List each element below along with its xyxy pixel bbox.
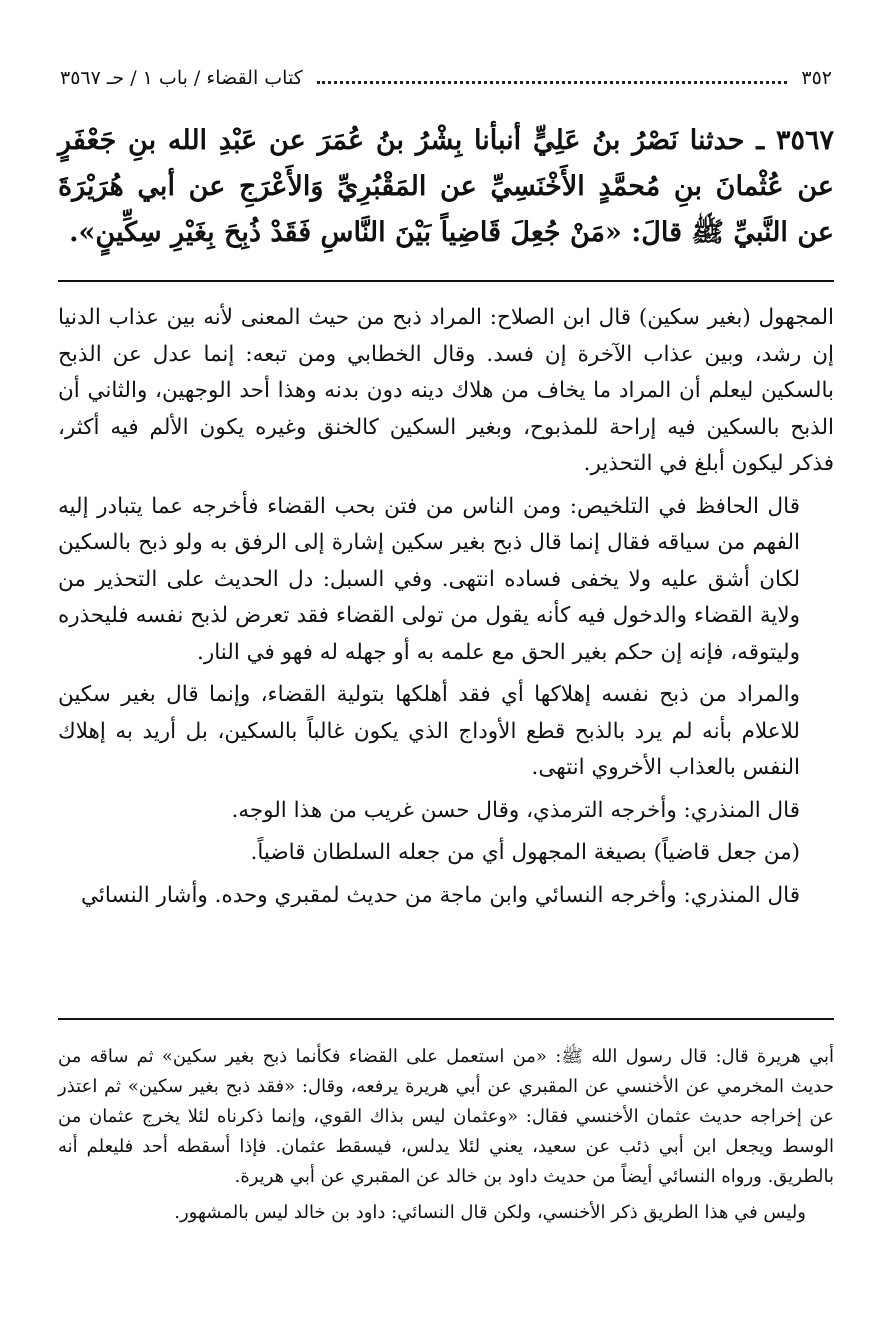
- dotted-leader: [317, 81, 788, 84]
- commentary-paragraph: قال المنذري: وأخرجه الترمذي، وقال حسن غريب من هذا الوجه.: [231, 797, 800, 823]
- running-head: [60, 62, 832, 94]
- commentary-paragraph: (من جعل قاضياً) بصيغة المجهول أي من جعله السلطان قاضياً.: [250, 840, 800, 865]
- footnote-paragraph: وليس في هذا الطريق ذكر الأخنسي، ولكن قال النسائي: داود بن خالد ليس بالمشهور.: [174, 1202, 806, 1223]
- divider-footnote: [58, 1018, 834, 1020]
- footnote: [58, 1042, 834, 1234]
- divider-top: [58, 280, 834, 282]
- commentary-paragraph: قال الحافظ في التلخيص: ومن الناس من فتن بحب القضاء فأخرجه عما يتبادر إليه الفهم من سياقه فقال إنما قال ذبح بغير سكين إشارة إلى الرفق به ولو ذبح بالسكين لكان أشق عليه ولا يخفى فساده انتهى. وفي السبل: دل الحديث على التحذير من ولاية القضاء والدخول فيه كأنه يقول من تولى القضاء فقد تعرض لذبح نفسه فليحذره وليتوقه، فإنه إن حكم بغير الحق مع علمه به أو جهله له فهو في النار.: [58, 493, 800, 665]
- commentary-paragraph: قال المنذري: وأخرجه النسائي وابن ماجة من حديث لمقبري وحده. وأشار النسائي: [81, 882, 800, 908]
- commentary-paragraph: المجهول (بغير سكين) قال ابن الصلاح: المراد ذبح من حيث المعنى لأنه بين عذاب الدنيا إن رشد، وبين عذاب الآخرة إن فسد. وقال الخطابي ومن تبعه: إنما عدل عن الذبح بالسكين ليعلم أن المراد ما يخاف من هلاك دينه دون بدنه وهذا أحد الوجهين، والثاني أن الذبح بالسكين فيه إراحة للمذبوح، وبغير السكين كالخنق وغيره يكون الألم فيه أكثر، فذكر ليكون أبلغ في التحذير.: [58, 305, 834, 476]
- page-number: ٣٥٢: [801, 67, 832, 89]
- footnote-paragraph: أبي هريرة قال: قال رسول الله ﷺ: «من استعمل على القضاء فكأنما ذبح بغير سكين» ثم ساقه من حديث المخرمي عن الأخنسي عن المقبري عن أبي هريرة يرفعه، وقال: «فقد ذبح بغير سكين» ثم اعتذر عن إخراجه حديث عثمان الأخنسي فقال: «وعثمان ليس بذاك القوي، وإنما ذكرناه لئلا يخرج عثمان من الوسط ويجعل ابن أبي ذئب عن سعيد، يعني لئلا يدلس، فيسقط عثمان. فإذا أسقطه أحد فليعلم أنه بالطريق. ورواه النسائي أيضاً من حديث داود بن خالد عن المقبري عن أبي هريرة.: [58, 1046, 834, 1187]
- commentary: [58, 300, 834, 920]
- commentary-paragraph: والمراد من ذبح نفسه إهلاكها أي فقد أهلكها بتولية القضاء، وإنما قال بغير سكين للاعلام بأنه لم يرد بالذبح قطع الأوداج الذي يكون غالباً بالسكين، بل أريد به إهلاك النفس بالعذاب الأخروي انتهى.: [58, 682, 800, 780]
- hadith-text: ٣٥٦٧ ـ حدثنا نَصْرُ بنُ عَلِيٍّ أنبأنا بِشْرُ بنُ عُمَرَ عن عَبْدِ الله بنِ جَعْفَرٍ عن عُثْمانَ بنِ مُحمَّدٍ الأَخْنَسِيِّ عن المَقْبُرِيِّ وَالأَعْرَجِ عن أبي هُرَيْرَةَ عن النَّبيِّ ﷺ قالَ: «مَنْ جُعِلَ قَاضِياً بَيْنَ النَّاسِ فَقَدْ ذُبِحَ بِغَيْرِ سِكِّينٍ».: [58, 125, 834, 248]
- chapter-title: كتاب القضاء / باب ١ / حـ ٣٥٦٧: [60, 67, 303, 89]
